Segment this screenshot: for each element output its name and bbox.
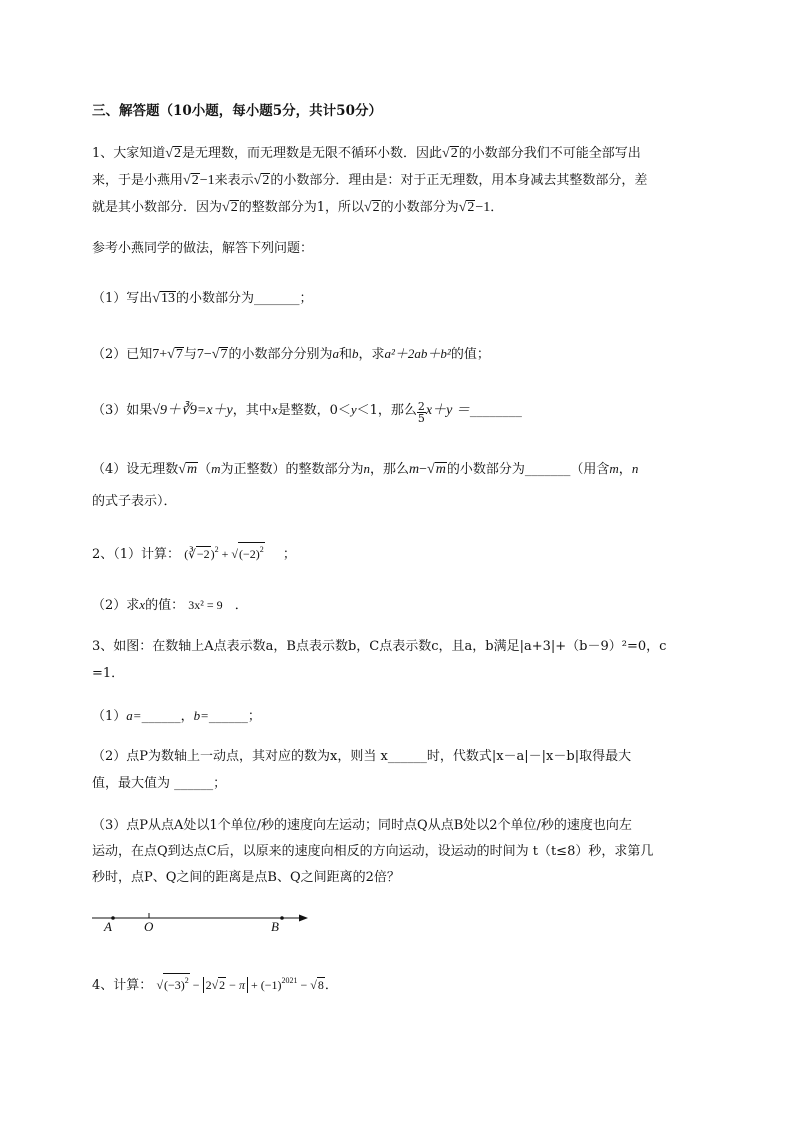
sqrt2-expr: √2: [165, 146, 181, 161]
q-text: 时，代数式|x－a|－|x－b|取得最大: [426, 749, 632, 764]
sqrt2-expr: √2: [363, 200, 380, 215]
q-label: （1）: [92, 709, 127, 724]
q-text: 与: [183, 347, 197, 362]
p1-line2: [92, 169, 647, 189]
p4: [92, 973, 338, 993]
p1-text: 的小数部分．理由是：对于正无理数，用本身减去其整数部分，差: [270, 173, 648, 188]
p1-text: 来，于是小燕用: [92, 173, 184, 188]
p1-q3: [92, 399, 522, 424]
sqrt2-expr: √2: [253, 173, 270, 188]
expr-a2-2ab-b2: a²＋2ab＋b²: [384, 346, 451, 361]
p1-line1: [92, 142, 641, 162]
section-heading: 三、解答题（10小题，每小题5分，共计50分）: [92, 103, 382, 119]
answer-blank: _______: [524, 462, 571, 477]
frac-num: 2: [417, 400, 425, 413]
expr-x-plus-y: x＋y ＝: [425, 403, 470, 418]
q-label: （4）设无理数: [92, 462, 179, 477]
q-text: ，那么: [370, 462, 410, 477]
label-o: O: [144, 919, 154, 934]
var-a: a=: [126, 708, 142, 723]
p4-expr: $√(-3)^2 - 2√2 - \pi + (-1)^{2021} - √8$: [156, 978, 324, 992]
p1-number: 1、: [92, 146, 114, 161]
q-label: （1）写出: [92, 291, 153, 306]
point-b: [280, 916, 284, 920]
q-label: （3）如果: [92, 403, 153, 418]
p2-q1-expr: (∛−2)$^2$ + $√(-2)^2$: [184, 547, 265, 561]
p3-text: 如图：在数轴上A点表示数a，B点表示数b，C点表示数c，且a，b满足|a+3|+（b－9）²=0，c: [113, 639, 667, 654]
p3-number: 3、: [92, 639, 114, 654]
p1-line3: [92, 196, 503, 216]
q-text: ；: [213, 776, 227, 791]
arrow-head-icon: [299, 915, 308, 922]
p1-text: 的小数部分为: [380, 200, 459, 215]
q-text: 为正整数）的整数部分为: [220, 462, 364, 477]
p3-q1: [92, 705, 261, 724]
q-text: ，: [618, 462, 632, 477]
p1-text: 的小数部分我们不可能全部写出: [458, 146, 641, 161]
q-text: 是整数，0＜: [277, 403, 351, 418]
q-text: 的小数部分为: [175, 291, 254, 306]
var-n: n: [631, 461, 639, 476]
sqrt13-expr: √13: [152, 291, 175, 306]
var-a: a: [332, 346, 339, 361]
q-text: ，: [180, 709, 194, 724]
p1-text: 就是其小数部分．因为: [92, 200, 223, 215]
q-text: 和: [339, 347, 353, 362]
var-x: x: [271, 402, 278, 417]
p3-line2: =1．: [92, 666, 125, 681]
p1-text: ．: [490, 200, 504, 215]
q-text: （用含: [570, 462, 610, 477]
p1-q1: [92, 287, 313, 307]
q-text: ；: [282, 547, 296, 562]
q-text: ＜1，那么: [356, 403, 417, 418]
number-line-figure: [88, 906, 318, 938]
p3-q3-line1: （3）点P从点A处以1个单位/秒的速度向左运动；同时点Q从点B处以2个单位/秒的速度也向左: [92, 818, 632, 833]
q-text: （2）点P为数轴上一动点，其对应的数为x，则当 x: [92, 749, 388, 764]
q-text: 值，最大值为: [92, 776, 171, 791]
answer-blank: ______: [387, 749, 427, 764]
q-text: ．: [324, 978, 338, 993]
q-label: （1）计算：: [113, 547, 181, 562]
var-m: m: [609, 461, 619, 476]
answer-blank: ______: [208, 709, 248, 724]
var-y: y: [350, 402, 357, 417]
p1-q4-line2: 的式子表示）．: [92, 494, 177, 509]
q-text: ；: [247, 709, 261, 724]
p3-q3-line3: 秒时，点P、Q之间的距离是点B、Q之间距离的2倍？: [92, 870, 400, 885]
sqrt-m-expr: √m: [178, 462, 198, 477]
p1-q4-line1: [92, 458, 638, 478]
q-label: （2）已知: [92, 347, 153, 362]
frac-den: 5: [417, 412, 425, 425]
var-n: n: [363, 461, 371, 476]
p3-q2-line1: [92, 745, 631, 764]
var-b: b=: [193, 708, 209, 723]
sqrt2-expr: √2: [222, 200, 238, 215]
q-text: （: [198, 462, 212, 477]
p2-q1: [92, 542, 296, 562]
expr-7-plus-sqrt7: 7+√7: [152, 347, 183, 362]
var-b: b: [352, 346, 359, 361]
fraction-2-5: [417, 401, 426, 424]
answer-blank: ______: [141, 709, 181, 724]
p3-q3-line2: 运动，在点Q到达点C后，以原来的速度向相反的方向运动，设运动的时间为 t（t≤8）秒，求第几: [92, 844, 654, 859]
p1-intro: 参考小燕同学的做法，解答下列问题：: [92, 241, 314, 256]
p3-q2-line2: [92, 772, 226, 791]
equation-3x2-9: 3x² = 9: [188, 598, 223, 612]
answer-blank: _______: [253, 291, 300, 306]
sqrt2-minus1-expr: √2−1: [183, 173, 215, 188]
label-a: A: [104, 919, 112, 934]
p1-text: 是无理数，而无理数是无限不循环小数．因此: [181, 146, 442, 161]
q-text: ．: [234, 598, 248, 613]
answer-blank: ________: [469, 403, 522, 418]
p3-line1: [92, 635, 666, 654]
q-text: 的小数部分为: [446, 462, 525, 477]
p1-q2: [92, 343, 490, 363]
q-text: ；: [299, 291, 313, 306]
answer-blank: ______: [174, 776, 214, 791]
p4-number: 4、: [92, 978, 114, 993]
expr-7-minus-sqrt7: 7−√7: [196, 347, 228, 362]
p1-text: 的整数部分为1，所以: [238, 200, 364, 215]
p2-number: 2、: [92, 547, 114, 562]
p1-text: 大家知道: [113, 146, 166, 161]
sqrt2-expr: √2: [442, 146, 458, 161]
q-text: 的值：: [145, 598, 185, 613]
p2-q2: [92, 594, 248, 613]
q-label: （2）求: [92, 598, 140, 613]
q-text: ，求: [358, 347, 385, 362]
expr-sqrt9-cbrt9: √9＋∛9=x＋y: [152, 403, 233, 418]
m-minus-sqrt-m-expr: m−√m: [409, 462, 446, 477]
var-x: x: [139, 597, 146, 612]
q-text: ，其中: [232, 403, 272, 418]
q-text: 的小数部分分别为: [228, 347, 333, 362]
var-m: m: [211, 461, 221, 476]
label-b: B: [271, 919, 279, 934]
q-text: 的值；: [450, 347, 490, 362]
sqrt2-minus1-expr: √2−1: [458, 200, 491, 215]
q-label: 计算：: [113, 978, 153, 993]
p1-text: 来表示: [214, 173, 254, 188]
